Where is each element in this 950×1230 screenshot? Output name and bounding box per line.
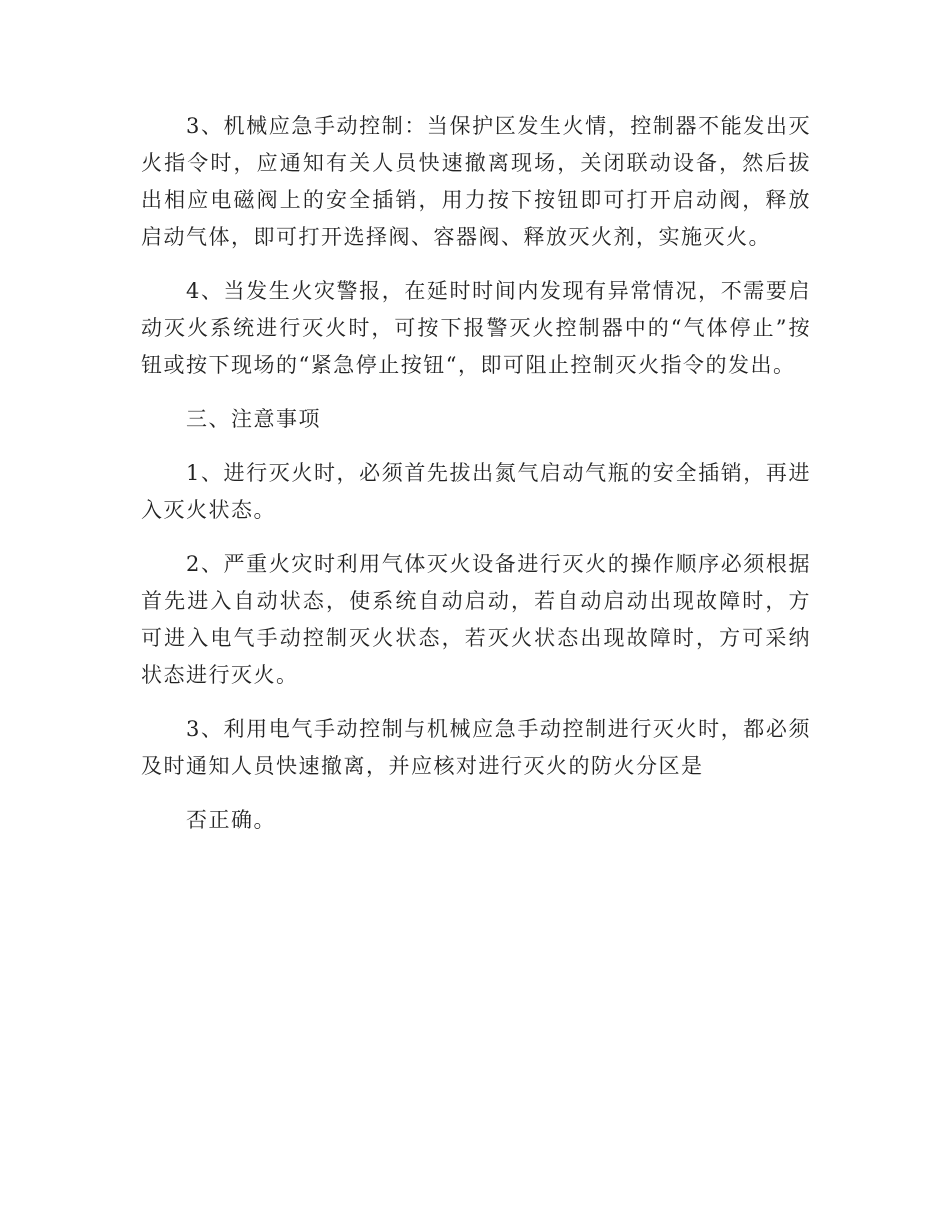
document-body <box>141 108 811 856</box>
paragraph-mechanical-emergency-control: 3、机械应急手动控制：当保护区发生火情，控制器不能发出灭火指令时，应通知有关人员快速撤离现场，关闭联动设备，然后拔出相应电磁阀上的安全插销，用力按下按钮即可打开启动阀，释放启动气体，即可打开选择阀、容器阀、释放灭火剂，实施灭火。 <box>141 114 811 249</box>
paragraph-precaution-3: 3、利用电气手动控制与机械应急手动控制进行灭火时，都必须及时通知人员快速撤离，并应核对进行灭火的防火分区是 <box>141 717 811 778</box>
paragraph-precaution-2: 2、严重火灾时利用气体灭火设备进行灭火的操作顺序必须根据首先进入自动状态，使系统自动启动，若自动启动出现故障时，方可进入电气手动控制灭火状态，若灭火状态出现故障时，方可采纳状态进行灭火。 <box>141 552 811 687</box>
paragraph-precaution-1: 1、进行灭火时，必须首先拔出氮气启动气瓶的安全插销，再进入灭火状态。 <box>141 461 811 522</box>
paragraph-fire-alarm-stop: 4、当发生火灾警报，在延时时间内发现有异常情况，不需要启动灭火系统进行灭火时，可按下报警灭火控制器中的“气体停止”按钮或按下现场的“紧急停止按钮“，即可阻止控制灭火指令的发出。 <box>141 279 811 377</box>
section-heading-precautions: 三、注意事项 <box>186 407 321 431</box>
paragraph-precaution-3-continued: 否正确。 <box>186 808 276 832</box>
